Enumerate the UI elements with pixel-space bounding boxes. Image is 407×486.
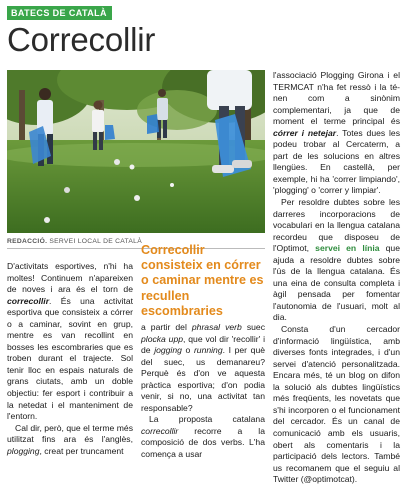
term-correcollir: correcollir — [7, 295, 50, 306]
article-photo — [7, 70, 265, 233]
term-running: running — [193, 345, 223, 356]
paragraph: a partir del phrasal verb suec plocka upp, que vol dir 'recollir' i de jogging o running. I per què del suec, us demanareu? Perquè és d'on ve aquesta pràctica esportiva; d'on podia venir, si no, una activitat tan responsable? — [141, 322, 266, 413]
article-column-1 — [7, 261, 133, 457]
byline-author: REDACCIÓ. — [7, 238, 48, 245]
paragraph: l'associació Plogging Girona i el TERMCAT n'ha fet ressò i la té-nen com a sinònim complementari, ja que de moment el terme principal és córrer i netejar. Totes dues les podeu trobar al Cercaterm, a part de les solucions en altres llengües. En castellà, per exemple, hi ha 'correr limpiando', 'plogging' o 'correr y limpiar'. — [273, 70, 400, 196]
paragraph: Per resoldre dubtes sobre les darreres incorporacions de vocabulari en la llengua catalana recordeu que disposeu de l'Optimot, servei en línia que ajuda a resoldre dubtes sobre l'ús de la llengua catalana. És una eina de consulta completa i àgil pensada per fomentar l'autonomia de l'usuari, molt al dia. — [273, 197, 400, 323]
section-tag: BATECS DE CATALÀ — [7, 6, 112, 20]
paragraph: La proposta catalana correcollir recorre a la composició de dos verbs. L'ha comença a usar — [141, 414, 265, 460]
paragraph: Cal dir, però, que el terme més utilitzat fins ara és l'anglès, plogging, creat per truncament — [7, 422, 133, 456]
term-plogging: plogging — [7, 445, 40, 456]
article-column-2 — [141, 322, 265, 461]
article-column-3 — [273, 70, 400, 486]
term-correr-i-netejar: córrer i netejar — [273, 127, 337, 138]
paragraph: D'activitats esportives, n'hi ha moltes! Continuem n'apareixen de noves i ara és el torn de correcollir. És una activitat esportiva que consisteix a córrer o a caminar, sovint en grup, mentre es van recollint en bosses les escombraries que es troben durant el trajecte. Sol tenir lloc en espais naturals de grans ciutats, amb un doble objectiu: fer esport i contribuir a la netedat i el manteniment de l'entorn. — [7, 261, 133, 422]
paragraph: Consta d'un cercador d'informació lingüística, amb diverses fonts integrades, i d'un servei d'atenció personalitzada. Encara més, té un blog on difon la solució als dubtes lingüístics més freqüents, les novetats que s'hi incorporen o el funcionament del cercador. És un canal de comunicació amb els usuaris, obert als comentaris i la participació dels lectors. També us recomanem que el seguiu al Twitter (@optimotcat). — [273, 324, 400, 485]
article-title: Correcollir — [7, 21, 156, 58]
term-correcollir: correcollir — [141, 425, 179, 436]
optimot-link[interactable]: servei en línia — [315, 243, 380, 254]
term-plocka-upp: plocka upp — [141, 333, 184, 344]
term-phrasal-verb: phrasal verb — [191, 322, 242, 332]
pull-quote: Correcollir consisteix en córrer o caminar mentre es recullen escombraries — [141, 243, 264, 318]
byline-department: SERVEI LOCAL DE CATALÀ — [47, 238, 142, 245]
term-jogging: jogging — [154, 345, 182, 356]
